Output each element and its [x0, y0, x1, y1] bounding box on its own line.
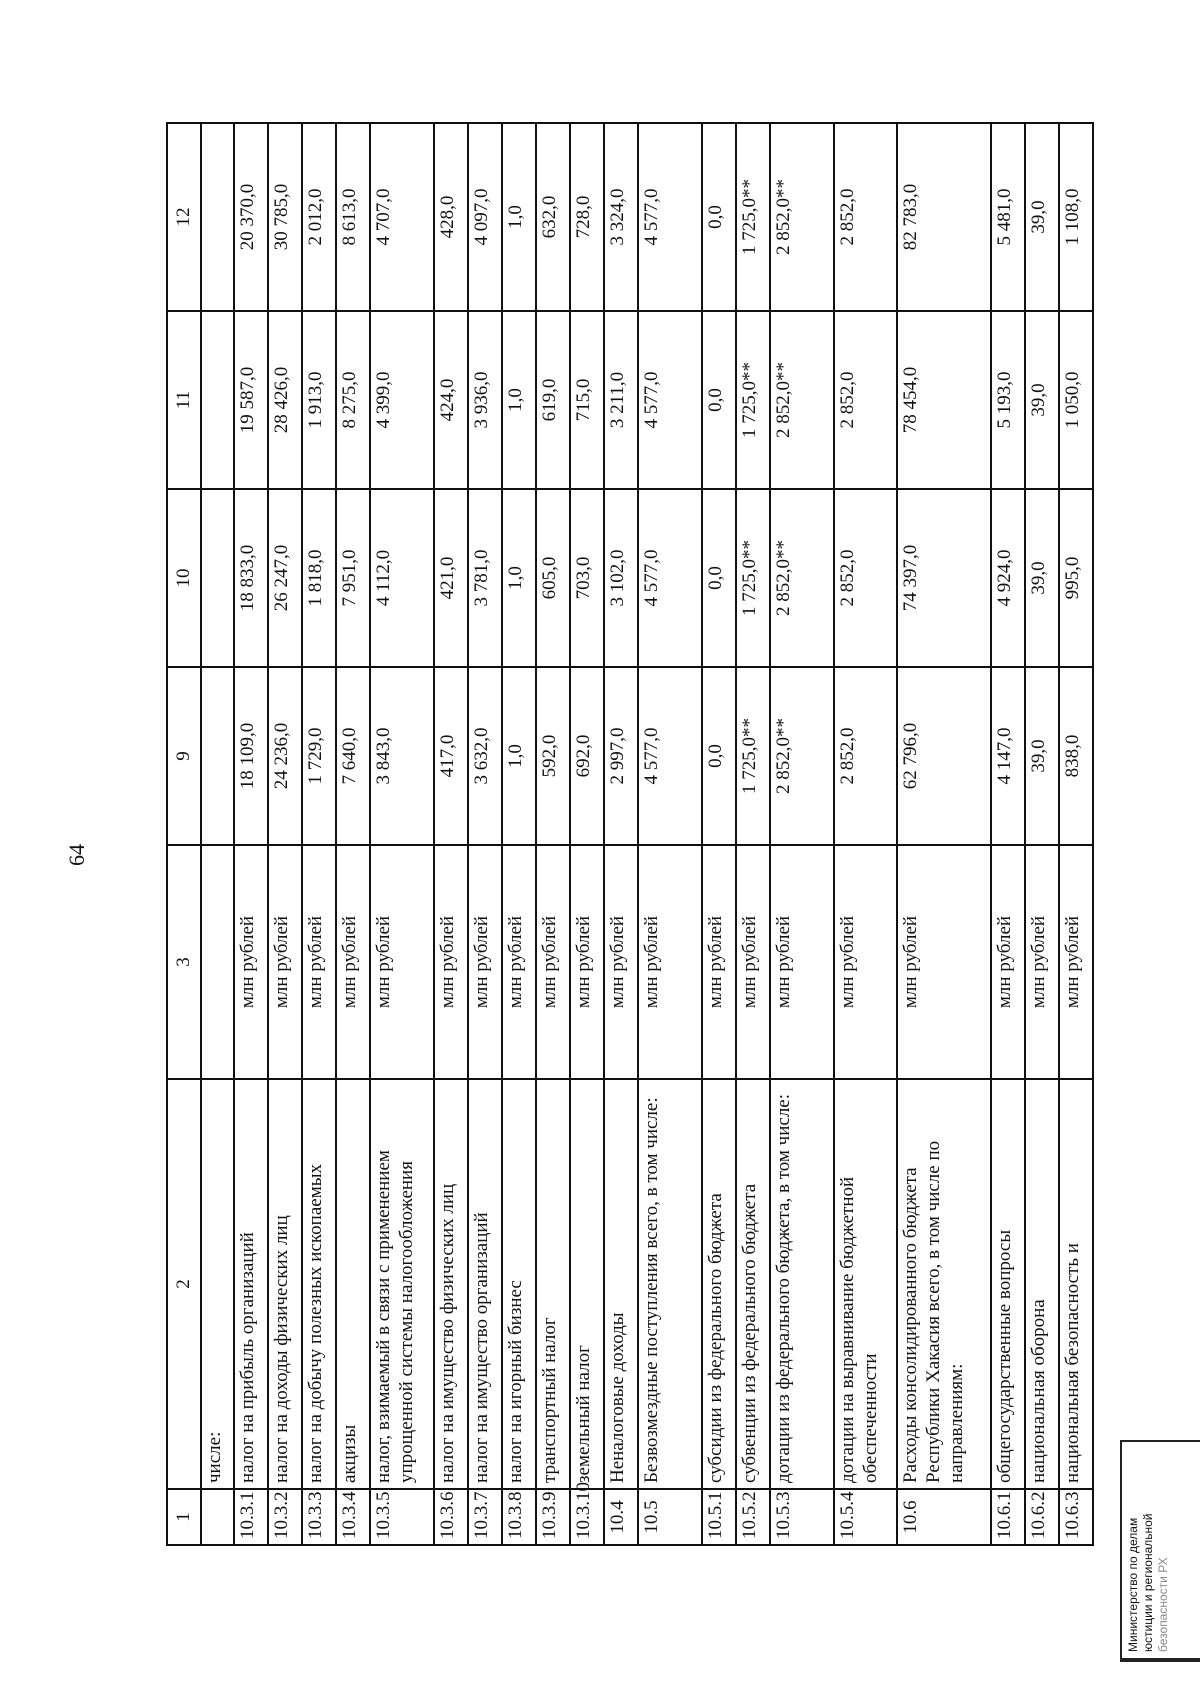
unit-cell: млн рублей	[991, 845, 1025, 1079]
table-body	[201, 123, 1093, 1545]
indicator-name-cell: национальная оборона	[1025, 1079, 1059, 1489]
indicator-name-cell: Безвозмездные поступления всего, в том числе:	[638, 1079, 702, 1489]
indicator-name-cell: налог на игорный бизнес	[502, 1079, 536, 1489]
value-col-12-cell: 0,0	[702, 123, 736, 311]
value-col-11-cell: 2 852,0**	[770, 311, 834, 489]
indicator-name-cell: транспортный налог	[536, 1079, 570, 1489]
value-col-10-cell: 4 577,0	[638, 489, 702, 667]
unit-cell: млн рублей	[1059, 845, 1093, 1079]
value-col-11-cell: 5 193,0	[991, 311, 1025, 489]
value-col-9-cell: 0,0	[702, 667, 736, 845]
unit-cell: млн рублей	[702, 845, 736, 1079]
row-number-cell: 10.6.3	[1059, 1489, 1093, 1545]
value-col-10-cell: 421,0	[434, 489, 468, 667]
value-col-9-cell: 2 997,0	[604, 667, 638, 845]
budget-table	[166, 122, 1094, 1546]
table-row	[434, 123, 468, 1545]
value-col-9-cell: 838,0	[1059, 667, 1093, 845]
value-col-9-cell: 3 843,0	[370, 667, 434, 845]
row-number-cell: 10.5.2	[736, 1489, 770, 1545]
unit-cell: млн рублей	[570, 845, 604, 1079]
value-col-12-cell: 4 097,0	[468, 123, 502, 311]
value-col-12-cell: 3 324,0	[604, 123, 638, 311]
value-col-11-cell: 3 211,0	[604, 311, 638, 489]
value-col-9-cell: 24 236,0	[268, 667, 302, 845]
value-col-10-cell: 7 951,0	[336, 489, 370, 667]
registration-stamp	[1120, 1440, 1200, 1662]
indicator-name-cell: субвенции из федерального бюджета	[736, 1079, 770, 1489]
value-col-11-cell: 619,0	[536, 311, 570, 489]
value-col-12-cell: 4 577,0	[638, 123, 702, 311]
table-row	[234, 123, 268, 1545]
row-number-cell	[201, 1489, 234, 1545]
indicator-name-cell: Неналоговые доходы	[604, 1079, 638, 1489]
indicator-name-cell: общегосударственные вопросы	[991, 1079, 1025, 1489]
table-row	[1025, 123, 1059, 1545]
value-col-10-cell: 2 852,0	[834, 489, 898, 667]
page-number: 64	[64, 844, 89, 866]
row-number-cell: 10.5.3	[770, 1489, 834, 1545]
value-col-10-cell: 18 833,0	[234, 489, 268, 667]
value-col-11-cell: 39,0	[1025, 311, 1059, 489]
value-col-11-cell: 1 913,0	[302, 311, 336, 489]
table-row	[336, 123, 370, 1545]
value-col-9-cell: 18 109,0	[234, 667, 268, 845]
value-col-9-cell: 4 577,0	[638, 667, 702, 845]
value-col-11-cell: 1 050,0	[1059, 311, 1093, 489]
value-col-9-cell: 692,0	[570, 667, 604, 845]
stamp-line-3: безопасности РХ	[1156, 1557, 1170, 1652]
indicator-name-cell: национальная безопасность и	[1059, 1079, 1093, 1489]
value-col-10-cell: 39,0	[1025, 489, 1059, 667]
value-col-10-cell: 2 852,0**	[770, 489, 834, 667]
unit-cell: млн рублей	[434, 845, 468, 1079]
value-col-9-cell: 39,0	[1025, 667, 1059, 845]
table-row	[991, 123, 1025, 1545]
indicator-name-cell: налог на добычу полезных ископаемых	[302, 1079, 336, 1489]
value-col-12-cell: 1,0	[502, 123, 536, 311]
table-row	[536, 123, 570, 1545]
unit-cell: млн рублей	[770, 845, 834, 1079]
value-col-9-cell: 592,0	[536, 667, 570, 845]
value-col-12-cell: 1 725,0**	[736, 123, 770, 311]
value-col-12-cell: 20 370,0	[234, 123, 268, 311]
value-col-12-cell: 2 852,0**	[770, 123, 834, 311]
row-number-cell: 10.3.5	[370, 1489, 434, 1545]
table-row	[638, 123, 702, 1545]
table-row	[770, 123, 834, 1545]
unit-cell: млн рублей	[370, 845, 434, 1079]
indicator-name-cell: Расходы консолидированного бюджета Республики Хакасия всего, в том числе по направлениям:	[897, 1079, 990, 1489]
value-col-9-cell: 1 729,0	[302, 667, 336, 845]
row-number-cell: 10.4	[604, 1489, 638, 1545]
value-col-10-cell: 3 102,0	[604, 489, 638, 667]
value-col-12-cell: 30 785,0	[268, 123, 302, 311]
value-col-12-cell: 1 108,0	[1059, 123, 1093, 311]
value-col-12-cell: 8 613,0	[336, 123, 370, 311]
value-col-12-cell: 39,0	[1025, 123, 1059, 311]
unit-cell	[201, 845, 234, 1079]
indicator-name-cell: налог на имущество организаций	[468, 1079, 502, 1489]
value-col-9-cell: 417,0	[434, 667, 468, 845]
indicator-name-cell: земельный налог	[570, 1079, 604, 1489]
row-number-cell: 10.3.1	[234, 1489, 268, 1545]
value-col-11-cell: 424,0	[434, 311, 468, 489]
indicator-name-cell: дотации на выравнивание бюджетной обеспеченности	[834, 1079, 898, 1489]
value-col-10-cell: 995,0	[1059, 489, 1093, 667]
value-col-11-cell: 0,0	[702, 311, 736, 489]
table-header-row	[167, 123, 201, 1545]
unit-cell: млн рублей	[638, 845, 702, 1079]
value-col-10-cell	[201, 489, 234, 667]
value-col-10-cell: 26 247,0	[268, 489, 302, 667]
value-col-11-cell: 4 577,0	[638, 311, 702, 489]
unit-cell: млн рублей	[302, 845, 336, 1079]
table-row	[468, 123, 502, 1545]
value-col-11-cell: 715,0	[570, 311, 604, 489]
value-col-10-cell: 4 112,0	[370, 489, 434, 667]
table-row	[570, 123, 604, 1545]
value-col-12-cell: 2 852,0	[834, 123, 898, 311]
table-row	[702, 123, 736, 1545]
value-col-12-cell	[201, 123, 234, 311]
indicator-name-cell: числе:	[201, 1079, 234, 1489]
table-row	[897, 123, 990, 1545]
value-col-10-cell: 703,0	[570, 489, 604, 667]
table-row	[834, 123, 898, 1545]
unit-cell: млн рублей	[604, 845, 638, 1079]
value-col-12-cell: 2 012,0	[302, 123, 336, 311]
value-col-9-cell: 1 725,0**	[736, 667, 770, 845]
value-col-11-cell: 78 454,0	[897, 311, 990, 489]
indicator-name-cell: налог, взимаемый в связи с применением упрощенной системы налогообложения	[370, 1079, 434, 1489]
row-number-cell: 10.3.10	[570, 1489, 604, 1545]
value-col-11-cell: 1 725,0**	[736, 311, 770, 489]
indicator-name-cell: налог на прибыль организаций	[234, 1079, 268, 1489]
unit-cell: млн рублей	[1025, 845, 1059, 1079]
indicator-name-cell: акцизы	[336, 1079, 370, 1489]
value-col-9-cell: 7 640,0	[336, 667, 370, 845]
value-col-12-cell: 5 481,0	[991, 123, 1025, 311]
value-col-11-cell: 3 936,0	[468, 311, 502, 489]
indicator-name-cell: налог на имущество физических лиц	[434, 1079, 468, 1489]
stamp-line-1: Министерство по делам	[1126, 1517, 1140, 1652]
row-number-cell: 10.3.6	[434, 1489, 468, 1545]
unit-cell: млн рублей	[834, 845, 898, 1079]
value-col-10-cell: 0,0	[702, 489, 736, 667]
value-col-9-cell: 2 852,0	[834, 667, 898, 845]
row-number-cell: 10.5	[638, 1489, 702, 1545]
row-number-cell: 10.5.1	[702, 1489, 736, 1545]
row-number-cell: 10.3.9	[536, 1489, 570, 1545]
row-number-cell: 10.6.2	[1025, 1489, 1059, 1545]
value-col-9-cell: 62 796,0	[897, 667, 990, 845]
value-col-12-cell: 4 707,0	[370, 123, 434, 311]
unit-cell: млн рублей	[234, 845, 268, 1079]
row-number-cell: 10.3.2	[268, 1489, 302, 1545]
indicator-name-cell: налог на доходы физических лиц	[268, 1079, 302, 1489]
header-col-10: 10	[167, 489, 201, 667]
value-col-11-cell: 4 399,0	[370, 311, 434, 489]
value-col-12-cell: 428,0	[434, 123, 468, 311]
table-row	[736, 123, 770, 1545]
value-col-10-cell: 1 725,0**	[736, 489, 770, 667]
value-col-11-cell: 8 275,0	[336, 311, 370, 489]
value-col-9-cell	[201, 667, 234, 845]
table-row	[201, 123, 234, 1545]
row-number-cell: 10.3.8	[502, 1489, 536, 1545]
value-col-9-cell: 4 147,0	[991, 667, 1025, 845]
row-number-cell: 10.3.3	[302, 1489, 336, 1545]
unit-cell: млн рублей	[736, 845, 770, 1079]
value-col-12-cell: 82 783,0	[897, 123, 990, 311]
header-col-2: 2	[167, 1079, 201, 1489]
value-col-11-cell: 2 852,0	[834, 311, 898, 489]
row-number-cell: 10.5.4	[834, 1489, 898, 1545]
value-col-12-cell: 632,0	[536, 123, 570, 311]
value-col-11-cell	[201, 311, 234, 489]
value-col-11-cell: 28 426,0	[268, 311, 302, 489]
table-row	[302, 123, 336, 1545]
value-col-10-cell: 1,0	[502, 489, 536, 667]
table-row	[268, 123, 302, 1545]
row-number-cell: 10.6	[897, 1489, 990, 1545]
indicator-name-cell: субсидии из федерального бюджета	[702, 1079, 736, 1489]
value-col-10-cell: 74 397,0	[897, 489, 990, 667]
stamp-line-2: юстиции и региональной	[1141, 1513, 1155, 1652]
unit-cell: млн рублей	[468, 845, 502, 1079]
value-col-11-cell: 1,0	[502, 311, 536, 489]
value-col-10-cell: 4 924,0	[991, 489, 1025, 667]
indicator-name-cell: дотации из федерального бюджета, в том числе:	[770, 1079, 834, 1489]
header-col-3: 3	[167, 845, 201, 1079]
table-row	[370, 123, 434, 1545]
value-col-10-cell: 1 818,0	[302, 489, 336, 667]
unit-cell: млн рублей	[897, 845, 990, 1079]
budget-table-container	[166, 124, 1094, 1546]
header-col-11: 11	[167, 311, 201, 489]
unit-cell: млн рублей	[336, 845, 370, 1079]
value-col-11-cell: 19 587,0	[234, 311, 268, 489]
value-col-9-cell: 2 852,0**	[770, 667, 834, 845]
unit-cell: млн рублей	[502, 845, 536, 1079]
header-col-9: 9	[167, 667, 201, 845]
value-col-10-cell: 3 781,0	[468, 489, 502, 667]
row-number-cell: 10.6.1	[991, 1489, 1025, 1545]
row-number-cell: 10.3.4	[336, 1489, 370, 1545]
table-row	[502, 123, 536, 1545]
header-col-12: 12	[167, 123, 201, 311]
header-col-1: 1	[167, 1489, 201, 1545]
value-col-9-cell: 1,0	[502, 667, 536, 845]
unit-cell: млн рублей	[536, 845, 570, 1079]
value-col-9-cell: 3 632,0	[468, 667, 502, 845]
value-col-10-cell: 605,0	[536, 489, 570, 667]
value-col-12-cell: 728,0	[570, 123, 604, 311]
row-number-cell: 10.3.7	[468, 1489, 502, 1545]
table-row	[1059, 123, 1093, 1545]
table-row	[604, 123, 638, 1545]
unit-cell: млн рублей	[268, 845, 302, 1079]
